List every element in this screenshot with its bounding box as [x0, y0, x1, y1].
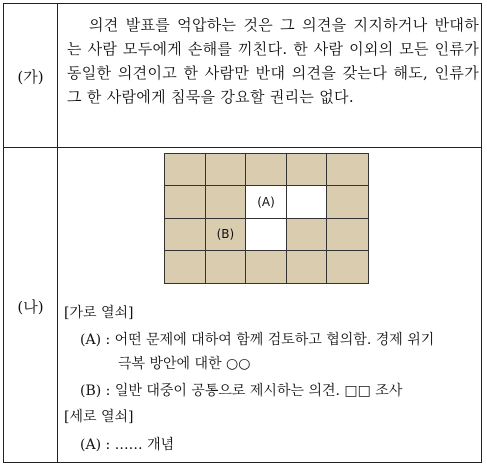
grid-cell: [327, 219, 368, 251]
row-divider: [4, 147, 481, 148]
across-clue-a: [80, 329, 434, 349]
section-label-na: (나): [17, 298, 44, 316]
across-clue-b: [80, 380, 402, 400]
grid-cell: [327, 251, 368, 283]
across-clue-b-text: 일반 대중이 공통으로 제시하는 의견. □□ 조사: [114, 383, 403, 399]
down-clue-a-tag: (A) :: [80, 437, 111, 453]
grid-cell: [287, 219, 328, 251]
down-clue-a: [80, 434, 174, 454]
grid-cell: [206, 219, 247, 251]
grid-cell: [327, 154, 368, 186]
grid-cell: [206, 251, 247, 283]
grid-cell: [165, 219, 206, 251]
grid-cell: [206, 186, 247, 218]
grid-cell: [165, 186, 206, 218]
grid-cell: [287, 186, 328, 218]
grid-cell: [246, 251, 287, 283]
grid-cell: [165, 251, 206, 283]
grid-cell: [287, 154, 328, 186]
grid-cell: [327, 186, 368, 218]
crossword-grid: [164, 153, 369, 284]
across-heading: [가로 열쇠]: [64, 305, 134, 321]
passage-ga-text: 의견 발표를 억압하는 것은 그 의견을 지지하거나 반대하는 사람 모두에게 손해를 끼친다. 한 사람 이외의 모든 인류가 동일한 의견이고 한 사람만 반대 의견을 갖는다 해도, 인류가 그 한 사람에게 침묵을 강요할 권리는 없다.: [67, 16, 479, 106]
grid-cell: [246, 186, 287, 218]
across-clue-b-tag: (B) :: [80, 383, 111, 399]
passage-ga: [67, 13, 479, 109]
down-clue-a-text: …… 개념: [114, 437, 175, 453]
across-clue-a-tag: (A) :: [80, 332, 111, 348]
grid-cell-label: (A): [257, 194, 275, 209]
grid-cell: [246, 154, 287, 186]
grid-cell: [246, 219, 287, 251]
grid-cell: [287, 251, 328, 283]
column-divider: [57, 4, 58, 462]
grid-cell: [206, 154, 247, 186]
grid-cell-label: (B): [216, 227, 235, 242]
down-heading: [세로 열쇠]: [64, 409, 134, 425]
across-clue-a-line1: 어떤 문제에 대하여 함께 검토하고 협의함. 경제 위기: [114, 332, 435, 348]
across-clue-a-line2: 극복 방안에 대한 ○○: [118, 356, 251, 372]
section-label-ga: (가): [17, 68, 44, 86]
grid-cell: [165, 154, 206, 186]
